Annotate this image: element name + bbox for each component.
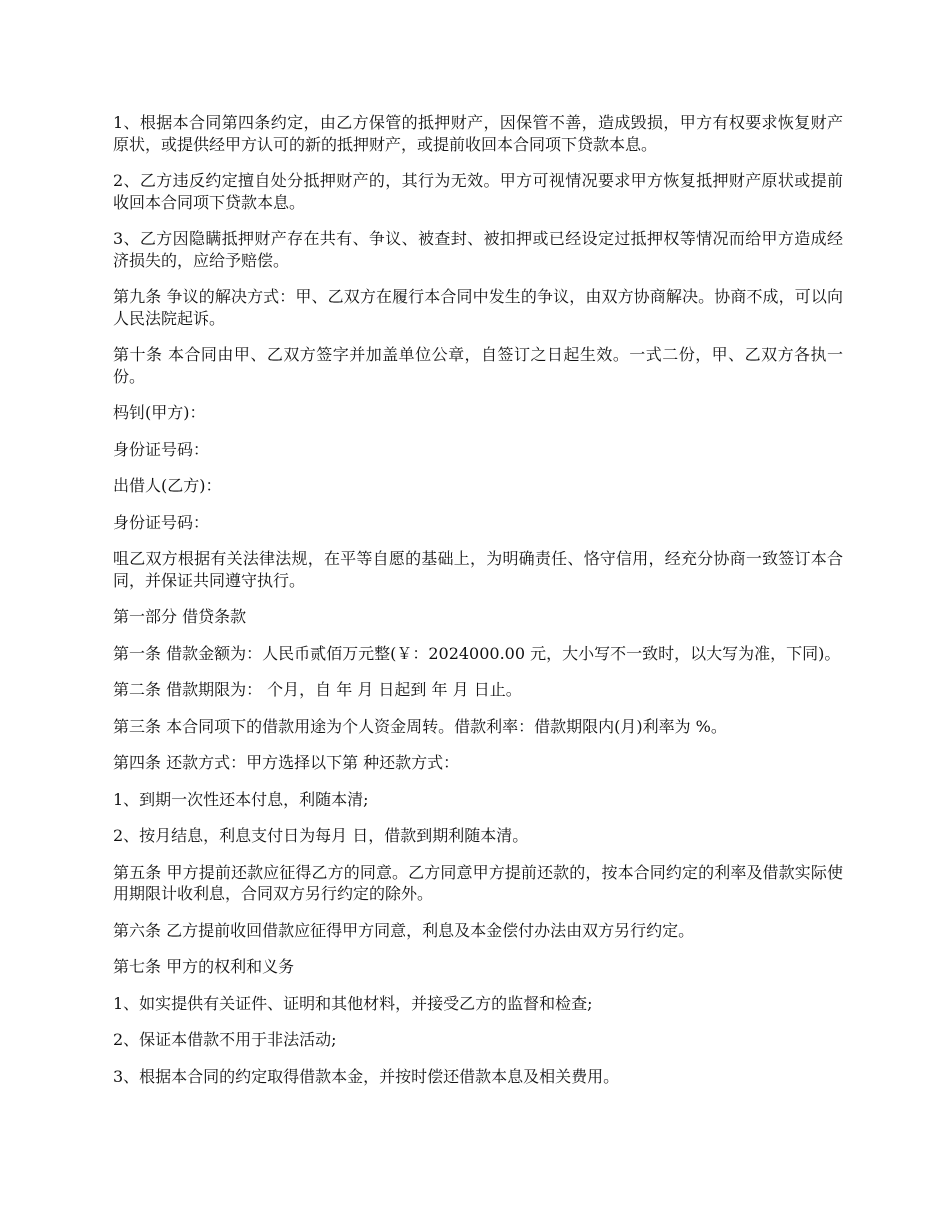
- article-10-effectiveness: 第十条 本合同由甲、乙双方签字并加盖单位公章，自签订之日起生效。一式二份，甲、乙双方各执一份。: [113, 345, 843, 386]
- article-7-item-1: 1、如实提供有关证件、证明和其他材料，并接受乙方的监督和检查;: [113, 993, 593, 1013]
- contract-preamble: 咀乙双方根据有关法律法规，在平等自愿的基础上，为明确责任、恪守信用，经充分协商一致签订本合同，并保证共同遵守执行。: [113, 549, 843, 590]
- party-b-id-number-label: 身份证号码：: [113, 512, 210, 532]
- article-5-early-repayment: 第五条 甲方提前还款应征得乙方的同意。乙方同意甲方提前还款的，按本合同约定的利率及借款实际使用期限计收利息，合同双方另行约定的除外。: [113, 862, 843, 903]
- party-a-id-number-label: 身份证号码：: [113, 439, 210, 459]
- article-9-dispute-resolution: 第九条 争议的解决方式：甲、乙双方在履行本合同中发生的争议，由双方协商解决。协商不成，可以向人民法院起诉。: [113, 287, 843, 328]
- repayment-option-1: 1、到期一次性还本付息，利随本清;: [113, 789, 369, 809]
- article-7-item-2: 2、保证本借款不用于非法活动;: [113, 1030, 337, 1049]
- clause-unauthorized-disposal: 2、乙方违反约定擅自处分抵押财产的，其行为无效。甲方可视情况要求甲方恢复抵押财产原状或提前收回本合同项下贷款本息。: [113, 171, 843, 212]
- section-heading-loan-terms: 第一部分 借贷条款: [113, 607, 247, 626]
- article-7-heading: 第七条 甲方的权利和义务: [113, 957, 295, 976]
- party-a-label: 杩钊(甲方)：: [113, 403, 206, 422]
- article-2-loan-term: 第二条 借款期限为： 个月，自 年 月 日起到 年 月 日止。: [113, 680, 522, 699]
- document-page: [113, 112, 843, 1102]
- party-b-label: 出借人(乙方)：: [113, 476, 222, 495]
- article-6-early-recall: 第六条 乙方提前收回借款应征得甲方同意，利息及本金偿付办法由双方另行约定。: [113, 920, 695, 940]
- repayment-option-2: 2、按月结息，利息支付日为每月 日，借款到期利随本清。: [113, 826, 529, 845]
- article-3-loan-purpose-rate: 第三条 本合同项下的借款用途为个人资金周转。借款利率：借款期限内(月)利率为 %。: [113, 716, 727, 736]
- article-1-loan-amount: 第一条 借款金额为：人民币贰佰万元整(￥：2024000.00 元，大小写不一致时，以大写为准，下同)。: [113, 643, 841, 663]
- article-7-item-3: 3、根据本合同的约定取得借款本金，并按时偿还借款本息及相关费用。: [113, 1066, 620, 1086]
- clause-damage-to-collateral: 1、根据本合同第四条约定，由乙方保管的抵押财产，因保管不善，造成毁损，甲方有权要求恢复财产原状，或提供经甲方认可的新的抵押财产，或提前收回本合同项下贷款本息。: [113, 113, 843, 154]
- article-4-repayment-method: 第四条 还款方式：甲方选择以下第 种还款方式：: [113, 753, 460, 772]
- clause-concealment-compensation: 3、乙方因隐瞒抵押财产存在共有、争议、被查封、被扣押或已经设定过抵押权等情况而给甲方造成经济损失的，应给予赔偿。: [113, 229, 843, 270]
